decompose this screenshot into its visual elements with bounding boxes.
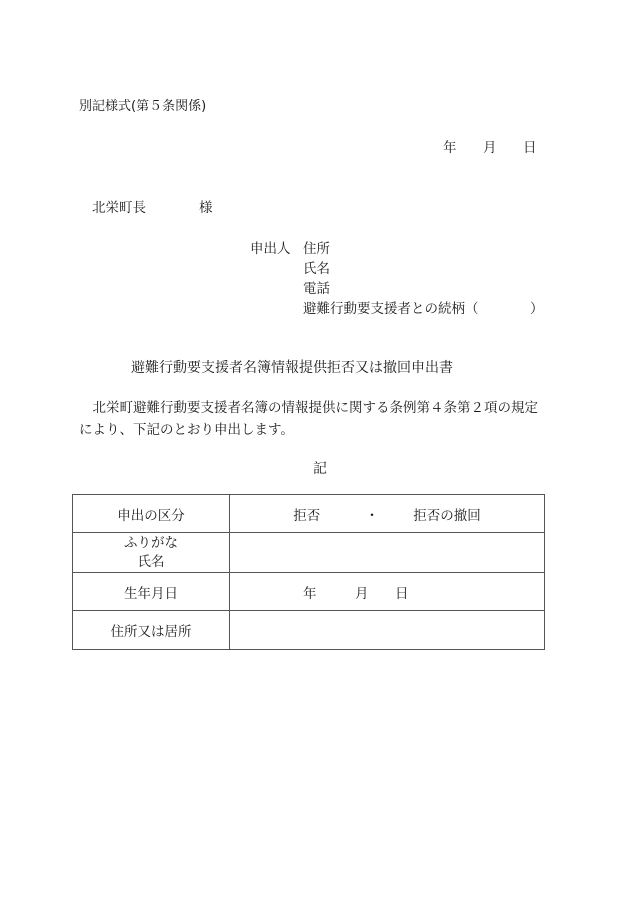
birthdate-day-label: 日 [395,585,409,602]
option-separator: ・ [365,507,379,524]
table-row-name [73,533,545,573]
birthdate-value-cell[interactable] [230,573,545,611]
applicant-label: 申出人 [250,241,291,257]
application-table [72,494,545,650]
name-label: 氏名 [137,553,165,570]
address-label: 住所又は居所 [73,611,230,650]
form-reference: 別記様式(第５条関係) [79,99,207,114]
applicant-phone-label: 電話 [303,281,330,297]
applicant-name-label: 氏名 [303,261,330,277]
table-row-address [73,611,545,650]
addressee-name: 北栄町長 [92,200,146,216]
date-month-label: 月 [483,140,497,156]
document-title: 避難行動要支援者名簿情報提供拒否又は撤回申出書 [131,360,453,376]
birthdate-label: 生年月日 [73,573,230,611]
applicant-relation-label: 避難行動要支援者との続柄（ [303,301,479,317]
name-label-cell [73,533,230,573]
name-value-cell[interactable] [230,533,545,573]
birthdate-month-label: 月 [355,585,369,602]
applicant-relation-close: ） [530,301,544,317]
applicant-address-label: 住所 [303,241,330,257]
table-row-birthdate [73,573,545,611]
furigana-label: ふりがな [124,534,178,551]
ki-heading: 記 [313,461,327,477]
option-withdraw[interactable]: 拒否の撤回 [413,507,481,524]
category-label: 申出の区分 [73,495,230,533]
category-options [230,495,545,533]
date-year-label: 年 [443,140,457,156]
date-day-label: 日 [523,140,537,156]
body-text: 北栄町避難行動要支援者名簿の情報提供に関する条例第４条第２項の規定により、下記のとおり申出します。 [79,400,538,438]
birthdate-year-label: 年 [303,585,317,602]
option-refuse[interactable]: 拒否 [293,507,321,524]
table-row-category [73,495,545,533]
addressee-honorific: 様 [199,200,213,216]
address-value-cell[interactable] [230,611,545,650]
